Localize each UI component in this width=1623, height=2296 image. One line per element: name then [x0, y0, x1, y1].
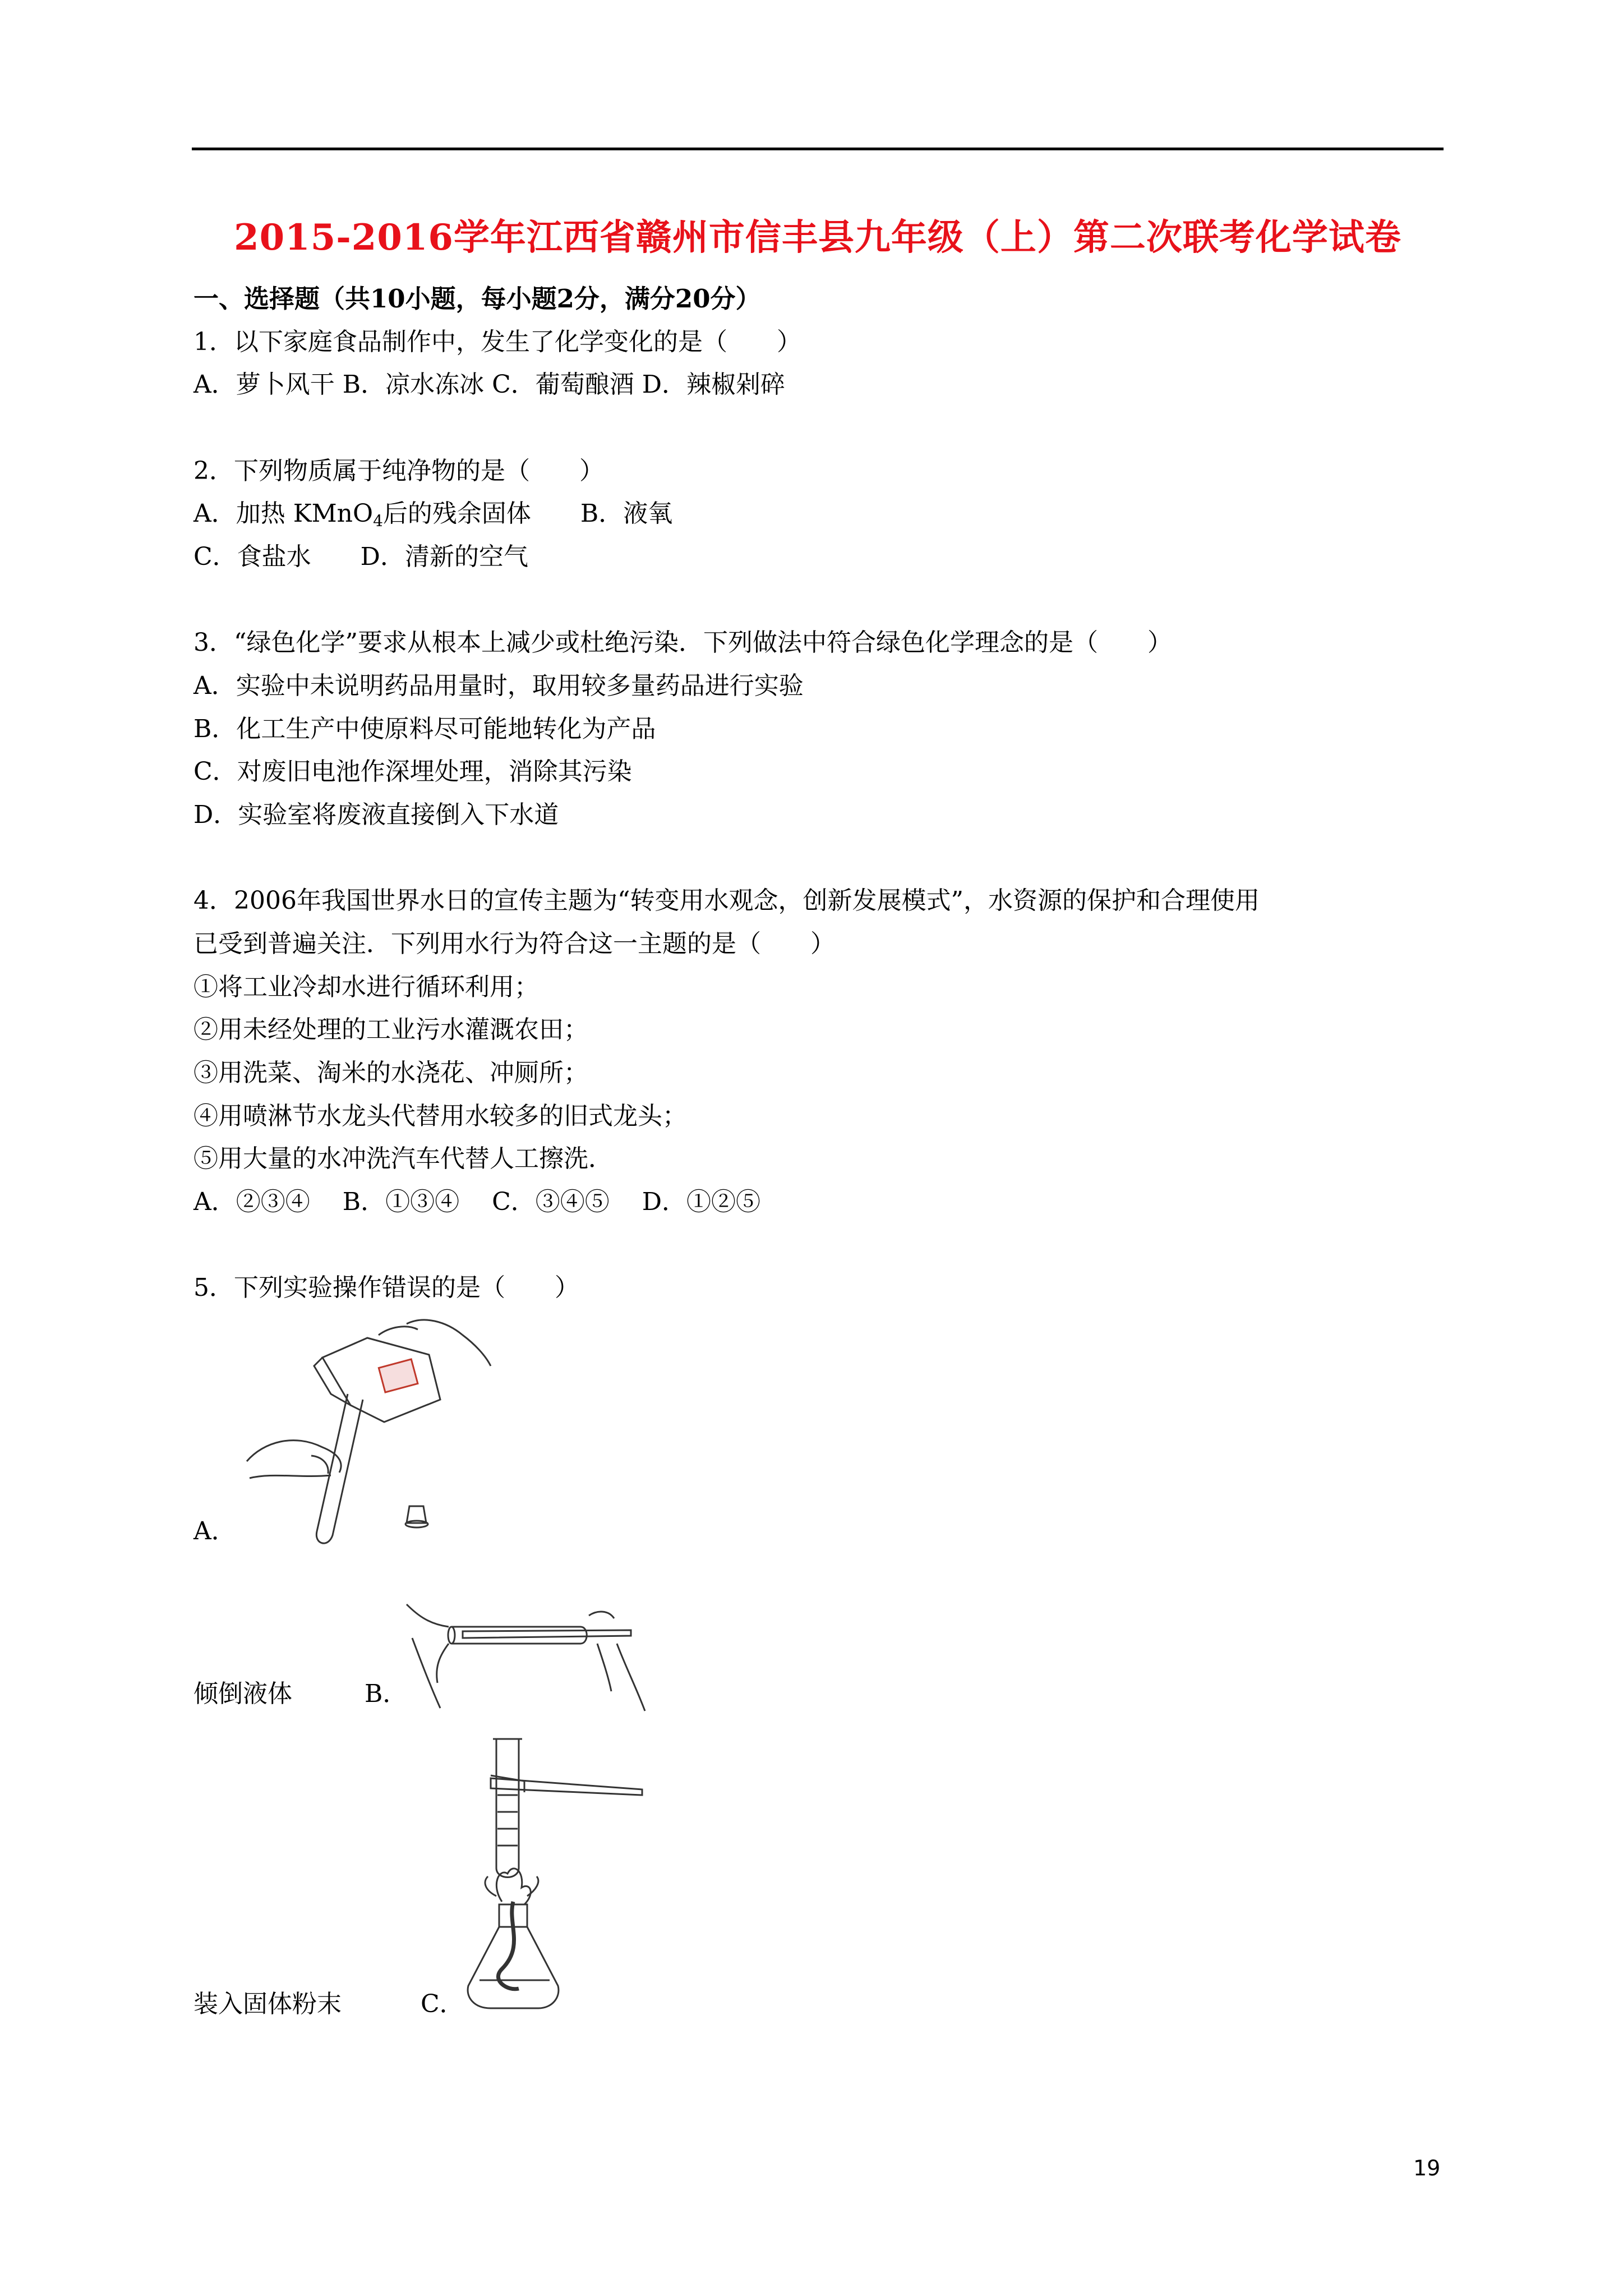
page-number: 19	[1413, 2156, 1441, 2180]
q4-stem-line2: 已受到普遍关注．下列用水行为符合这一主题的是（ ）	[193, 930, 835, 958]
q3-option-a: A．实验中未说明药品用量时，取用较多量药品进行实验	[193, 671, 804, 700]
q5-caption-a: 倾倒液体	[193, 1680, 292, 1708]
q5-caption-b: 装入固体粉末	[193, 1990, 342, 2018]
q5-label-c: C．	[421, 1990, 464, 2018]
q4-item-1: ①将工业冷却水进行循环利用；	[193, 973, 539, 1001]
q3-option-d: D．实验室将废液直接倒入下水道	[193, 800, 559, 829]
q4-options: A．②③④ B．①③④ C．③④⑤ D．①②⑤	[193, 1188, 761, 1216]
pouring-liquid-figure	[238, 1310, 502, 1557]
q3-stem: 3．“绿色化学”要求从根本上减少或杜绝污染．下列做法中符合绿色化学理念的是（ ）	[193, 628, 1172, 657]
q2-opt-a-pre: A．加热 KMnO	[193, 499, 374, 528]
exam-title: 2015-2016学年江西省赣州市信丰县九年级（上）第二次联考化学试卷	[234, 217, 1401, 259]
solid-powder-figure	[395, 1571, 665, 1717]
q3-option-b: B．化工生产中使原料尽可能地转化为产品	[193, 715, 656, 743]
q5-label-b: B．	[365, 1680, 408, 1708]
q5-label-a: A．	[193, 1517, 236, 1545]
q2-opt-a-sub: 4	[373, 512, 383, 530]
q2-stem: 2．下列物质属于纯净物的是（ ）	[193, 457, 604, 485]
q4-item-3: ③用洗菜、淘米的水浇花、冲厕所；	[193, 1059, 588, 1087]
header-rule	[192, 148, 1444, 150]
q2-options-ab	[193, 498, 672, 537]
section-heading: 一、选择题（共10小题，每小题2分，满分20分）	[193, 284, 761, 314]
q1-options: A．萝卜风干 B．凉水冻冰 C．葡萄酿酒 D．辣椒剁碎	[193, 370, 786, 399]
heating-tube-figure	[457, 1733, 648, 2019]
q2-opt-a-post: 后的残余固体 B．液氧	[382, 499, 673, 528]
q2-options-cd: C．食盐水 D．清新的空气	[193, 542, 528, 571]
q4-stem-line1: 4．2006年我国世界水日的宣传主题为“转变用水观念，创新发展模式”，水资源的保护和合理使用	[193, 886, 1260, 915]
q4-item-5: ⑤用大量的水冲洗汽车代替人工擦洗．	[193, 1144, 613, 1173]
q4-item-4: ④用喷淋节水龙头代替用水较多的旧式龙头；	[193, 1102, 687, 1130]
q5-stem: 5．下列实验操作错误的是（ ）	[193, 1273, 579, 1302]
q4-item-2: ②用未经处理的工业污水灌溉农田；	[193, 1015, 588, 1044]
q1-stem: 1．以下家庭食品制作中，发生了化学变化的是（ ）	[193, 328, 801, 356]
q3-option-c: C．对废旧电池作深埋处理，消除其污染	[193, 757, 632, 786]
